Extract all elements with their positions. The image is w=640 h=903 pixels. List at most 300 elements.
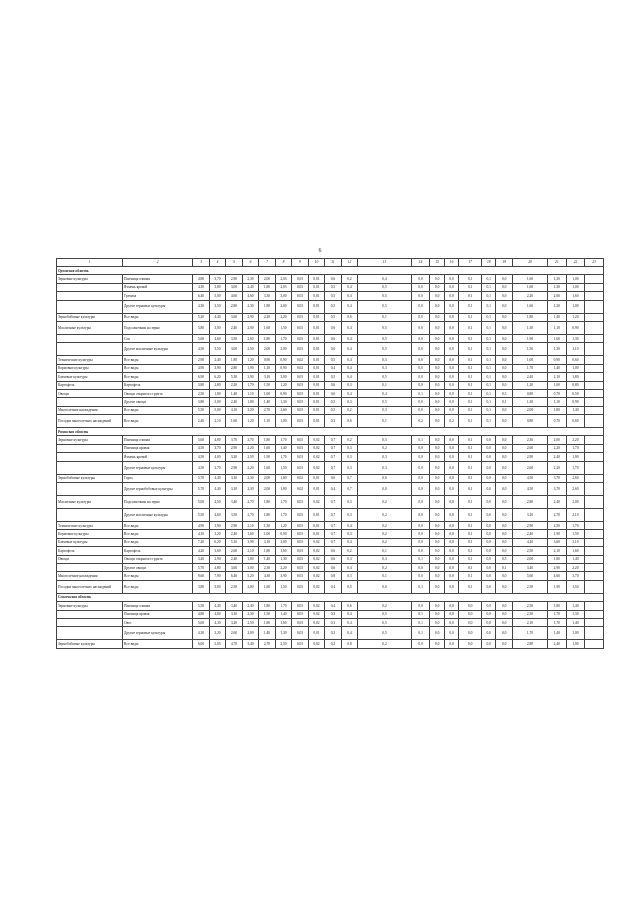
value-cell: 0,0 — [444, 453, 458, 461]
crop-group-cell: Посадки многолетних насаждений — [57, 415, 123, 428]
value-cell: 0,03 — [292, 496, 309, 509]
value-cell: 0,6 — [325, 547, 342, 555]
value-cell: 0,1 — [482, 292, 496, 300]
value-cell: 0,1 — [482, 406, 496, 414]
value-cell: 4,10 — [226, 406, 243, 414]
value-cell: 0,0 — [411, 292, 430, 300]
value-cell: 1,60 — [512, 283, 547, 291]
value-cell: 1,40 — [259, 627, 276, 640]
crop-type-cell: Другие масличные культуры — [123, 343, 193, 356]
value-cell: 1,40 — [259, 555, 276, 563]
header-cell: 10 — [308, 259, 325, 267]
value-cell — [585, 313, 604, 321]
value-cell: 0,8 — [325, 572, 342, 580]
value-cell: 1,80 — [275, 474, 292, 482]
value-cell: 0,0 — [482, 627, 496, 640]
value-cell: 0,0 — [482, 483, 496, 496]
value-cell: 0,0 — [444, 522, 458, 530]
value-cell: 0,0 — [444, 496, 458, 509]
value-cell: 1,30 — [512, 398, 547, 406]
value-cell: 0,1 — [482, 364, 496, 372]
crop-group-cell — [57, 300, 123, 313]
value-cell: 3,00 — [226, 343, 243, 356]
crop-group-cell: Бахчевые культуры — [57, 373, 123, 381]
value-cell: 1,10 — [548, 398, 567, 406]
value-cell: 1,70 — [512, 364, 547, 372]
table-row — [57, 436, 604, 444]
value-cell — [585, 444, 604, 452]
value-cell: 1,00 — [566, 283, 585, 291]
value-cell: 2,50 — [242, 618, 259, 626]
value-cell: 0,01 — [308, 627, 325, 640]
header-cell: 13 — [358, 259, 412, 267]
value-cell: 0,03 — [292, 640, 309, 648]
value-cell: 0,2 — [358, 563, 412, 571]
value-cell: 1,80 — [259, 547, 276, 555]
value-cell: 0,1 — [459, 275, 482, 283]
value-cell: 5,70 — [193, 474, 210, 482]
value-cell: 2,40 — [242, 602, 259, 610]
value-cell — [585, 436, 604, 444]
value-cell: 0,1 — [411, 618, 430, 626]
value-cell: 2,10 — [209, 415, 226, 428]
value-cell: 3,70 — [566, 572, 585, 580]
value-cell: 1,70 — [566, 522, 585, 530]
value-cell: 0,0 — [430, 483, 444, 496]
value-cell: 0,1 — [459, 436, 482, 444]
value-cell: 1,00 — [512, 356, 547, 364]
value-cell: 1,40 — [548, 313, 567, 321]
value-cell: 0,2 — [411, 415, 430, 428]
table-row — [57, 343, 604, 356]
table-container — [56, 258, 604, 649]
value-cell — [585, 415, 604, 428]
value-cell: 0,0 — [411, 381, 430, 389]
value-cell: 1,80 — [259, 509, 276, 522]
crop-group-cell: Картофель — [57, 381, 123, 389]
value-cell: 0,0 — [430, 356, 444, 364]
value-cell: 0,0 — [411, 453, 430, 461]
value-cell: 3,00 — [275, 538, 292, 546]
value-cell: 0,03 — [292, 530, 309, 538]
value-cell: 3,10 — [259, 373, 276, 381]
value-cell: 0,0 — [482, 530, 496, 538]
value-cell: 1,40 — [566, 602, 585, 610]
value-cell: 4,90 — [193, 522, 210, 530]
value-cell: 1,70 — [242, 381, 259, 389]
value-cell: 0,0 — [411, 275, 430, 283]
value-cell: 0,2 — [341, 547, 358, 555]
value-cell — [585, 563, 604, 571]
value-cell: 7,20 — [193, 538, 210, 546]
value-cell: 2,60 — [242, 334, 259, 342]
value-cell: 1,20 — [275, 522, 292, 530]
value-cell: 3,00 — [242, 563, 259, 571]
value-cell: 0,02 — [308, 610, 325, 618]
value-cell: 4,30 — [193, 300, 210, 313]
value-cell: 0,0 — [496, 483, 513, 496]
crop-group-cell — [57, 610, 123, 618]
value-cell: 0,0 — [444, 627, 458, 640]
value-cell: 3,10 — [226, 474, 243, 482]
value-cell: 3,10 — [226, 483, 243, 496]
value-cell: 0,0 — [411, 321, 430, 334]
value-cell: 2,30 — [512, 436, 547, 444]
value-cell: 0,0 — [459, 640, 482, 648]
value-cell: 0,0 — [430, 364, 444, 372]
region-row — [57, 593, 604, 601]
value-cell: 1,00 — [259, 530, 276, 538]
value-cell: 0,90 — [259, 356, 276, 364]
crop-group-cell — [57, 618, 123, 626]
value-cell: 0,02 — [308, 538, 325, 546]
value-cell: 1,70 — [566, 444, 585, 452]
value-cell: 4,50 — [512, 474, 547, 482]
value-cell: 0,0 — [358, 580, 412, 593]
value-cell: 3,70 — [209, 275, 226, 283]
value-cell: 0,3 — [341, 555, 358, 563]
header-cell: 16 — [444, 259, 458, 267]
value-cell — [585, 343, 604, 356]
value-cell: 0,3 — [325, 627, 342, 640]
value-cell: 2,00 — [275, 300, 292, 313]
value-cell: 0,1 — [496, 398, 513, 406]
crop-type-cell: Соя — [123, 334, 193, 342]
value-cell: 0,01 — [308, 483, 325, 496]
table-row — [57, 334, 604, 342]
value-cell: 2,70 — [242, 496, 259, 509]
value-cell: 0,02 — [292, 474, 309, 482]
value-cell: 0,5 — [358, 373, 412, 381]
value-cell: 0,03 — [292, 373, 309, 381]
value-cell: 3,60 — [548, 538, 567, 546]
value-cell: 0,90 — [566, 398, 585, 406]
value-cell: 0,0 — [411, 398, 430, 406]
crop-type-cell: Гречиха — [123, 292, 193, 300]
value-cell: 5,10 — [226, 538, 243, 546]
value-cell: 0,1 — [358, 313, 412, 321]
crop-group-cell: Овощи — [57, 555, 123, 563]
value-cell: 0,4 — [341, 618, 358, 626]
value-cell: 3,80 — [193, 321, 210, 334]
value-cell: 0,0 — [496, 474, 513, 482]
value-cell: 0,03 — [292, 538, 309, 546]
value-cell: 0,03 — [292, 547, 309, 555]
value-cell: 2,50 — [193, 389, 210, 397]
value-cell: 3,40 — [512, 563, 547, 571]
value-cell — [585, 627, 604, 640]
value-cell: 0,1 — [459, 461, 482, 474]
value-cell: 2,50 — [548, 522, 567, 530]
value-cell: 0,0 — [444, 483, 458, 496]
value-cell: 0,2 — [341, 275, 358, 283]
value-cell: 0,4 — [341, 522, 358, 530]
value-cell: 1,80 — [259, 618, 276, 626]
value-cell: 2,20 — [242, 444, 259, 452]
value-cell: 0,90 — [275, 364, 292, 372]
crop-group-cell: Картофель — [57, 547, 123, 555]
value-cell: 2,03 — [275, 275, 292, 283]
value-cell: 0,3 — [341, 381, 358, 389]
value-cell: 0,4 — [341, 343, 358, 356]
header-cell: 11 — [325, 259, 342, 267]
value-cell: 0,0 — [444, 580, 458, 593]
crop-type-cell: Все виды — [123, 415, 193, 428]
value-cell: 0,4 — [358, 275, 412, 283]
value-cell: 1,70 — [275, 496, 292, 509]
value-cell: 0,60 — [566, 415, 585, 428]
value-cell — [585, 381, 604, 389]
value-cell: 0,0 — [482, 618, 496, 626]
value-cell: 2,90 — [226, 522, 243, 530]
crop-type-cell: Другие зерновые культуры — [123, 461, 193, 474]
value-cell: 0,0 — [430, 563, 444, 571]
value-cell: 0,0 — [411, 474, 430, 482]
value-cell: 3,20 — [209, 530, 226, 538]
value-cell: 3,50 — [209, 300, 226, 313]
value-cell — [585, 461, 604, 474]
value-cell: 0,0 — [430, 547, 444, 555]
value-cell: 0,1 — [459, 381, 482, 389]
value-cell: 0,3 — [358, 406, 412, 414]
value-cell: 2,50 — [275, 640, 292, 648]
value-cell: 0,1 — [482, 343, 496, 356]
crop-group-cell — [57, 444, 123, 452]
value-cell: 1,20 — [242, 415, 259, 428]
value-cell: 0,0 — [411, 334, 430, 342]
value-cell: 0,0 — [496, 343, 513, 356]
value-cell: 0,03 — [292, 275, 309, 283]
value-cell: 3,50 — [209, 343, 226, 356]
value-cell: 2,60 — [566, 474, 585, 482]
header-cell: 5 — [226, 259, 243, 267]
value-cell: 1,80 — [259, 300, 276, 313]
value-cell: 0,01 — [308, 275, 325, 283]
value-cell: 1,70 — [275, 436, 292, 444]
value-cell: 0,5 — [358, 343, 412, 356]
value-cell: 1,60 — [259, 444, 276, 452]
value-cell: 3,70 — [548, 483, 567, 496]
value-cell: 1,30 — [275, 398, 292, 406]
value-cell: 0,1 — [459, 555, 482, 563]
crop-type-cell: Все виды — [123, 373, 193, 381]
value-cell: 2,20 — [275, 563, 292, 571]
value-cell: 0,0 — [444, 343, 458, 356]
crop-group-cell — [57, 334, 123, 342]
value-cell: 0,3 — [358, 356, 412, 364]
table-row — [57, 474, 604, 482]
value-cell: 0,1 — [358, 572, 412, 580]
value-cell: 1,80 — [259, 334, 276, 342]
region-row — [57, 267, 604, 275]
value-cell: 0,0 — [444, 538, 458, 546]
value-cell: 1,80 — [259, 283, 276, 291]
value-cell: 0,03 — [292, 406, 309, 414]
value-cell: 0,0 — [444, 640, 458, 648]
value-cell: 1,90 — [259, 453, 276, 461]
value-cell: 2,90 — [548, 563, 567, 571]
value-cell — [585, 509, 604, 522]
value-cell: 0,2 — [444, 415, 458, 428]
crop-type-cell: Овощи открытого грунта — [123, 555, 193, 563]
value-cell: 0,0 — [411, 356, 430, 364]
value-cell: 3,20 — [242, 406, 259, 414]
value-cell: 1,30 — [548, 283, 567, 291]
value-cell: 0,3 — [358, 555, 412, 563]
header-cell: 7 — [259, 259, 276, 267]
value-cell: 0,5 — [325, 300, 342, 313]
crop-type-cell: Овощи открытого грунта — [123, 389, 193, 397]
value-cell — [585, 522, 604, 530]
value-cell: 1,80 — [259, 496, 276, 509]
value-cell: 1,90 — [242, 364, 259, 372]
table-row — [57, 483, 604, 496]
value-cell: 1,60 — [242, 530, 259, 538]
value-cell: 0,03 — [292, 618, 309, 626]
value-cell: 9,60 — [193, 572, 210, 580]
value-cell: 0,0 — [444, 547, 458, 555]
value-cell: 1,90 — [548, 580, 567, 593]
crop-type-cell: Все виды — [123, 313, 193, 321]
value-cell: 0,7 — [325, 461, 342, 474]
value-cell: 0,0 — [430, 313, 444, 321]
table-header-row — [57, 259, 604, 267]
value-cell: 0,0 — [430, 406, 444, 414]
value-cell: 5,30 — [226, 373, 243, 381]
value-cell: 2,00 — [259, 343, 276, 356]
crop-group-cell — [57, 509, 123, 522]
crop-type-cell: Ячмень яровой — [123, 453, 193, 461]
value-cell: 0,0 — [496, 509, 513, 522]
value-cell: 0,1 — [482, 283, 496, 291]
value-cell: 2,20 — [275, 313, 292, 321]
header-cell: 4 — [209, 259, 226, 267]
value-cell — [585, 292, 604, 300]
value-cell: 0,2 — [341, 436, 358, 444]
value-cell: 0,5 — [341, 580, 358, 593]
value-cell: 0,50 — [566, 389, 585, 397]
value-cell: 2,00 — [275, 343, 292, 356]
crop-type-cell: Пшеница яровая — [123, 444, 193, 452]
value-cell: 0,0 — [430, 283, 444, 291]
value-cell: 0,5 — [358, 321, 412, 334]
value-cell: 0,0 — [496, 461, 513, 474]
value-cell: 0,03 — [292, 389, 309, 397]
value-cell: 0,1 — [459, 538, 482, 546]
value-cell: 0,0 — [496, 538, 513, 546]
region-name: Смоленская область — [57, 593, 604, 601]
crop-group-cell: Посадки многолетних насаждений — [57, 580, 123, 593]
value-cell: 1,60 — [259, 321, 276, 334]
value-cell: 0,6 — [341, 602, 358, 610]
value-cell: 2,70 — [242, 436, 259, 444]
value-cell — [585, 334, 604, 342]
value-cell: 0,01 — [308, 381, 325, 389]
value-cell: 4,80 — [209, 436, 226, 444]
value-cell: 0,2 — [341, 406, 358, 414]
crop-type-cell: Все виды — [123, 530, 193, 538]
value-cell: 0,0 — [482, 563, 496, 571]
value-cell: 0,1 — [459, 509, 482, 522]
value-cell: 0,0 — [411, 563, 430, 571]
crop-type-cell: Другие зерновые культуры — [123, 300, 193, 313]
value-cell: 5,00 — [209, 292, 226, 300]
value-cell: 1,20 — [566, 313, 585, 321]
value-cell: 1,80 — [512, 313, 547, 321]
value-cell: 0,0 — [482, 580, 496, 593]
table-row — [57, 275, 604, 283]
value-cell: 0,6 — [325, 389, 342, 397]
value-cell: 2,60 — [512, 461, 547, 474]
value-cell: 3,80 — [193, 580, 210, 593]
value-cell: 1,80 — [259, 436, 276, 444]
value-cell: 2,10 — [548, 547, 567, 555]
value-cell: 0,0 — [430, 381, 444, 389]
crop-type-cell: Овес — [123, 618, 193, 626]
value-cell: 2,90 — [226, 275, 243, 283]
table-row — [57, 580, 604, 593]
table-row — [57, 522, 604, 530]
value-cell: 4,90 — [193, 364, 210, 372]
table-row — [57, 509, 604, 522]
value-cell: 0,0 — [430, 580, 444, 593]
header-cell: 20 — [512, 259, 547, 267]
value-cell: 0,0 — [482, 496, 496, 509]
value-cell: 0,0 — [358, 483, 412, 496]
value-cell: 0,5 — [358, 283, 412, 291]
value-cell: 0,0 — [430, 389, 444, 397]
value-cell: 3,00 — [209, 398, 226, 406]
value-cell: 0,90 — [548, 356, 567, 364]
value-cell: 0,0 — [430, 292, 444, 300]
value-cell: 0,1 — [482, 415, 496, 428]
value-cell: 0,4 — [341, 563, 358, 571]
value-cell: 4,50 — [193, 343, 210, 356]
value-cell: 0,1 — [459, 292, 482, 300]
value-cell: 2,40 — [548, 640, 567, 648]
value-cell: 2,80 — [512, 496, 547, 509]
value-cell: 1,50 — [275, 580, 292, 593]
value-cell: 2,70 — [242, 509, 259, 522]
value-cell: 0,0 — [444, 292, 458, 300]
table-row — [57, 453, 604, 461]
value-cell: 0,2 — [358, 530, 412, 538]
value-cell: 2,10 — [242, 547, 259, 555]
crop-group-cell — [57, 563, 123, 571]
value-cell: 1,50 — [259, 610, 276, 618]
value-cell: 0,6 — [325, 343, 342, 356]
value-cell: 0,1 — [459, 283, 482, 291]
value-cell: 0,5 — [496, 555, 513, 563]
value-cell: 6,00 — [193, 640, 210, 648]
value-cell: 1,70 — [275, 453, 292, 461]
value-cell: 1,10 — [259, 364, 276, 372]
table-row — [57, 283, 604, 291]
value-cell: 2,50 — [512, 547, 547, 555]
value-cell — [585, 496, 604, 509]
value-cell: 0,1 — [459, 398, 482, 406]
crop-group-cell: Масличные культуры — [57, 321, 123, 334]
value-cell: 0,0 — [482, 547, 496, 555]
value-cell: 0,4 — [325, 602, 342, 610]
value-cell: 1,10 — [566, 343, 585, 356]
value-cell: 2,00 — [548, 292, 567, 300]
value-cell: 4,70 — [226, 640, 243, 648]
value-cell: 1,40 — [566, 406, 585, 414]
value-cell: 0,0 — [496, 321, 513, 334]
table-row — [57, 415, 604, 428]
value-cell: 1,80 — [548, 406, 567, 414]
